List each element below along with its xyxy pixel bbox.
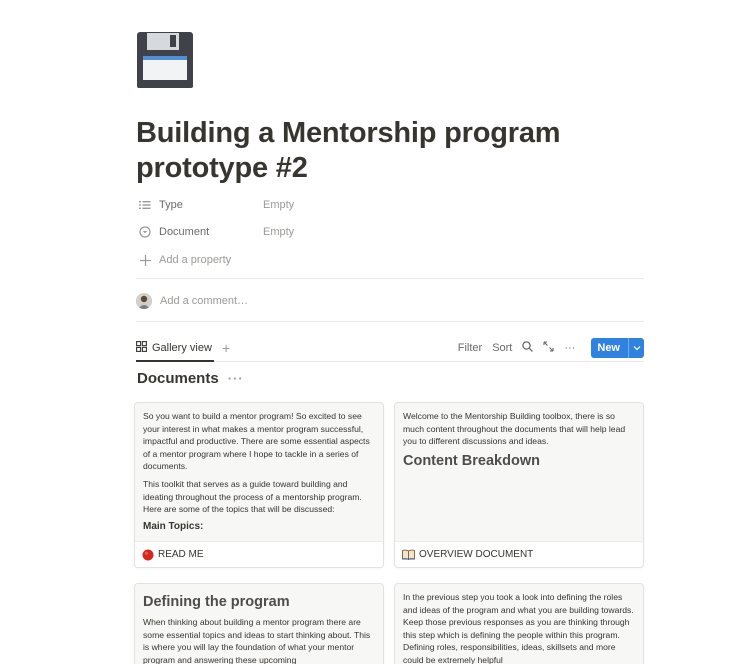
floppy-disk-icon[interactable] bbox=[136, 31, 194, 89]
tab-gallery-view[interactable] bbox=[136, 336, 214, 362]
preview-paragraph: Welcome to the Mentorship Building toolbox, there is so much content throughout the documents that will help lead you to different discussions and ideas. bbox=[403, 411, 626, 447]
gallery-card[interactable] bbox=[394, 583, 644, 664]
property-name: Document bbox=[159, 226, 210, 238]
divider bbox=[136, 278, 644, 279]
property-value[interactable]: Empty bbox=[263, 199, 295, 211]
property-type[interactable] bbox=[136, 193, 644, 217]
card-preview bbox=[135, 403, 383, 542]
view-tools bbox=[448, 338, 644, 358]
new-button-label: New bbox=[597, 342, 620, 354]
list-icon bbox=[138, 198, 152, 212]
filter-button[interactable]: Filter bbox=[457, 342, 483, 354]
property-value[interactable]: Empty bbox=[263, 226, 295, 238]
sort-button[interactable]: Sort bbox=[492, 342, 513, 354]
more-options-button[interactable]: ··· bbox=[564, 342, 576, 354]
page-title[interactable]: Building a Mentorship program prototype #2 bbox=[136, 117, 561, 184]
avatar bbox=[136, 293, 152, 309]
preview-subheading: Main Topics: bbox=[143, 520, 204, 532]
card-title: OVERVIEW DOCUMENT bbox=[419, 549, 534, 560]
open-book-icon bbox=[402, 549, 415, 560]
gallery-grid-icon bbox=[136, 341, 147, 355]
select-circle-icon bbox=[138, 225, 152, 239]
preview-paragraph: When thinking about building a mentor program there are some essential topics and ideas to start thinking about. This is where you will lay the foundation of what your mentor program and answering these upcoming bbox=[143, 617, 371, 664]
gallery-card[interactable] bbox=[134, 583, 384, 664]
preview-heading: Defining the program bbox=[143, 594, 290, 610]
view-toolbar bbox=[136, 336, 644, 362]
property-document[interactable] bbox=[136, 220, 644, 244]
database-menu-button[interactable]: ··· bbox=[227, 371, 244, 386]
property-name: Type bbox=[159, 199, 183, 211]
preview-paragraph: In the previous step you took a look into defining the roles and ideas of the program and what you are building towards. Keep those previous responses as you are thinking through this step which is defining the people within this program. Defining roles, responsibilities, ideas, skillsets and more could be extremely helpful bbox=[403, 592, 634, 664]
add-view-icon[interactable]: + bbox=[222, 340, 231, 356]
card-preview bbox=[395, 403, 643, 542]
new-button[interactable] bbox=[591, 338, 644, 358]
add-property-button[interactable] bbox=[136, 248, 644, 272]
preview-paragraph: So you want to build a mentor program! So excited to see your interest in what makes a mentor program successful, impactful and productive. There are some essential aspects of a mentor program where I hope to tackle in a series of documents. bbox=[143, 411, 370, 472]
database-title-row bbox=[137, 370, 244, 387]
comment-input[interactable] bbox=[136, 291, 248, 311]
gallery-card[interactable] bbox=[394, 402, 644, 568]
card-preview bbox=[395, 584, 643, 664]
preview-heading: Content Breakdown bbox=[403, 452, 540, 469]
preview-paragraph: This toolkit that serves as a guide toward building and ideating throughout the process of a mentorship program. Here are some of the topics that will be discussed: bbox=[143, 478, 362, 515]
plus-icon bbox=[138, 253, 152, 267]
red-circle-icon bbox=[142, 549, 154, 561]
gallery-card[interactable] bbox=[134, 402, 384, 568]
tab-label: Gallery view bbox=[152, 342, 212, 354]
card-caption bbox=[135, 541, 383, 567]
add-property-label: Add a property bbox=[159, 254, 232, 266]
card-caption bbox=[395, 541, 643, 567]
comment-placeholder: Add a comment… bbox=[160, 295, 249, 307]
expand-icon[interactable] bbox=[543, 341, 554, 355]
database-title[interactable]: Documents bbox=[137, 370, 219, 387]
card-preview bbox=[135, 584, 383, 664]
card-title: READ ME bbox=[158, 549, 204, 560]
divider bbox=[136, 321, 644, 322]
chevron-down-icon[interactable] bbox=[628, 338, 644, 358]
search-icon[interactable] bbox=[522, 341, 533, 355]
